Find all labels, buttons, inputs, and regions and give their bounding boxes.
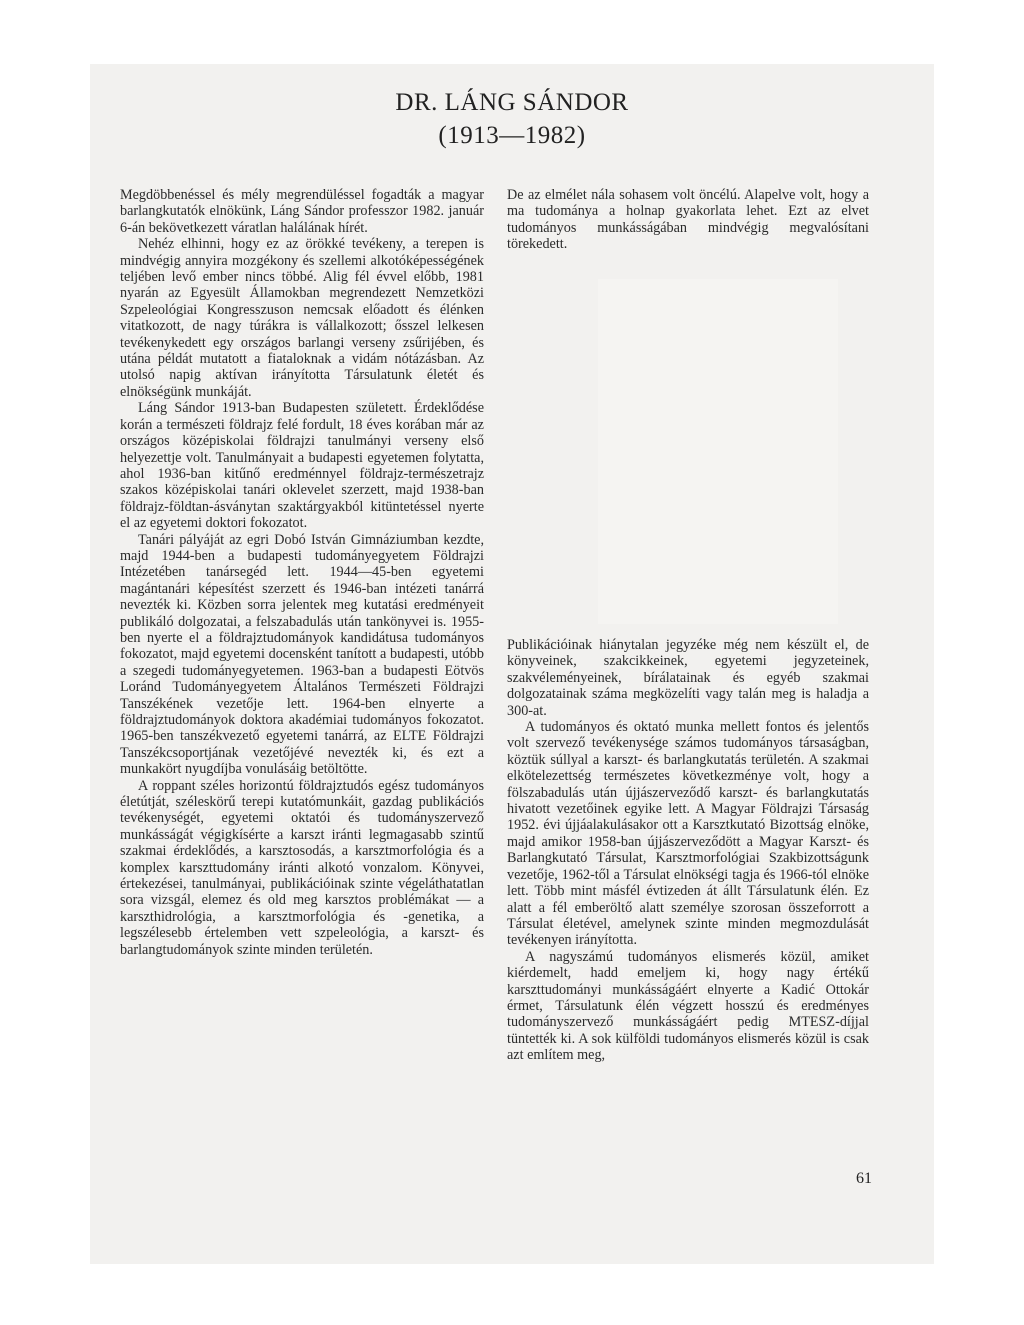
left-column	[120, 187, 484, 958]
right-column-top	[507, 187, 869, 253]
paragraph: Láng Sándor 1913-ban Budapesten született. Érdeklődése korán a természeti földrajz felé fordult, 18 éves korában már az országos középiskolai földrajzi tanulmányi verseny első helyezettje volt. Tanulmányait a budapesti egyetemen folytatta, ahol 1936-ban kitűnő eredménnyel földrajz-természetrajz szakos középiskolai tanári oklevelet szerzett, majd 1938-ban földrajz-földtan-ásványtan szaktárgyakból kitüntetéssel nyerte el az egyetemi doktori fokozatot.	[120, 400, 484, 532]
paragraph: Publikációinak hiánytalan jegyzéke még nem készült el, de könyveinek, szakcikkeinek, egyetemi jegyzeteinek, szakvéleményeinek, bírálatainak és egyéb szakmai dolgozatainak száma megközelíti vagy talán meg is haladja a 300-at.	[507, 637, 869, 719]
portrait-photo-area	[598, 279, 838, 624]
right-column-bottom	[507, 637, 869, 1064]
paragraph: Nehéz elhinni, hogy ez az örökké tevékeny, a terepen is mindvégig annyira mozgékony és szellemi alkotóképességének teljében levő ember nincs többé. Alig fél évvel előbb, 1981 nyarán az Egyesült Államokban megrendezett Nemzetközi Szpeleológiai Kongresszuson nemcsak előadott és élénken vitatkozott, de nagy túrákra is vállalkozott; ősszel lelkesen tevékenykedett egy országos barlangi verseny zsűrijében, és utána példát mutatott a fiataloknak a vidám nótázásban. Az utolsó napig aktívan irányította Társulatunk életét és elnökségünk munkáját.	[120, 236, 484, 400]
paragraph: Megdöbbenéssel és mély megrendüléssel fogadták a magyar barlangkutatók elnökünk, Láng Sándor professzor 1982. január 6-án bekövetkezett váratlan halálának hírét.	[120, 187, 484, 236]
life-years: (1913—1982)	[438, 122, 586, 149]
paragraph: Tanári pályáját az egri Dobó István Gimnáziumban kezdte, majd 1944-ben a budapesti tudományegyetem Földrajzi Intézetében tanársegéd lett. 1944—45-ben egyetemi magántanári képesítést szerzett és 1946-ban intézeti tanárrá nevezték ki. Közben sorra jelentek meg kutatási eredményeit publikáló dolgozatai, a felszabadulás után tankönyvei is. 1955-ben nyerte el a földrajztudományok kandidátusa tudományos fokozatot, majd egyetemi docensként tanított a budapesti, utóbb a szegedi tudományegyetemen. 1963-ban a budapesti Eötvös Loránd Tudományegyetem Általános Természeti Földrajzi Tanszékének vezetője lett. 1964-ben elnyerte a földrajztudományok doktora akadémiai tudományos fokozatot. 1965-ben tanszékvezető egyetemi tanárrá, az ELTE Földrajzi Tanszékcsoportjának vezetőjévé nevezték ki, és ezt a munkakört nyugdíjba vonulásáig betöltötte.	[120, 531, 484, 778]
page-number: 61	[856, 1170, 872, 1187]
article-title: DR. LÁNG SÁNDOR	[395, 89, 629, 116]
paragraph: A roppant széles horizontú földrajztudós egész tudományos életútját, széleskörű terepi kutatómunkáit, gazdag publikációs tevékenységét, egyetemi oktatói és tudományszervező munkásságát végigkísérte a karszt iránti legmagasabb szintű szakmai érdeklődés, a karsztosodás, a karsztmorfológia és a komplex karszttudomány iránti alkotó vonzalom. Könyvei, értekezései, tanulmányai, publikációinak szinte végeláthatatlan sora vizsgál, elemez és old meg karsztos problémákat — a karszthidrológia, a karsztmorfológia és -genetika, a legszélesebb értelemben vett szpeleológia, a karszt- és barlangtudományok szinte minden területén.	[120, 777, 484, 958]
paragraph: A nagyszámú tudományos elismerés közül, amiket kiérdemelt, hadd emeljem ki, hogy nagy értékű karszttudományi munkásságáért elnyerte a Kadić Ottokár érmet, Társulatunk élén végzett hosszú és eredményes tudományszervező munkásságáért pedig MTESZ-díjjal tüntették ki. A sok külföldi tudományos elismerés közül is csak azt említem meg,	[507, 948, 869, 1064]
paragraph: De az elmélet nála sohasem volt öncélú. Alapelve volt, hogy a ma tudománya a holnap gyakorlata lehet. Ezt az elvet tudományos munkásságában mindvégig megvalósítani törekedett.	[507, 187, 869, 253]
paragraph: A tudományos és oktató munka mellett fontos és jelentős volt szervező tevékenysége számos tudományos társaságban, köztük súllyal a karszt- és barlangkutatás területén. A szakmai elkötelezettség természetes következménye volt, hogy a fölszabadulás után újjászerveződő karszt- és barlangkutatás hivatott vezetőinek egyike lett. A Magyar Földrajzi Társaság 1952. évi újjáalakulásakor ott a Karsztkutató Bizottság elnöke, majd amikor 1958-ban újjászerveződött a Magyar Karszt- és Barlangkutató Társulat, Karsztmorfológiai Szakbizottságunk vezetője, 1962-től a Társulat elnökségi tagja és 1966-tól elnöke lett. Több mint másfél évtizeden át állt Társulatunk élén. Ez alatt a fél emberöltő alatt személye szorosan összeforrott a Társulat életével, amelynek szinte minden megmozdulását tevékenyen irányította.	[507, 719, 869, 949]
